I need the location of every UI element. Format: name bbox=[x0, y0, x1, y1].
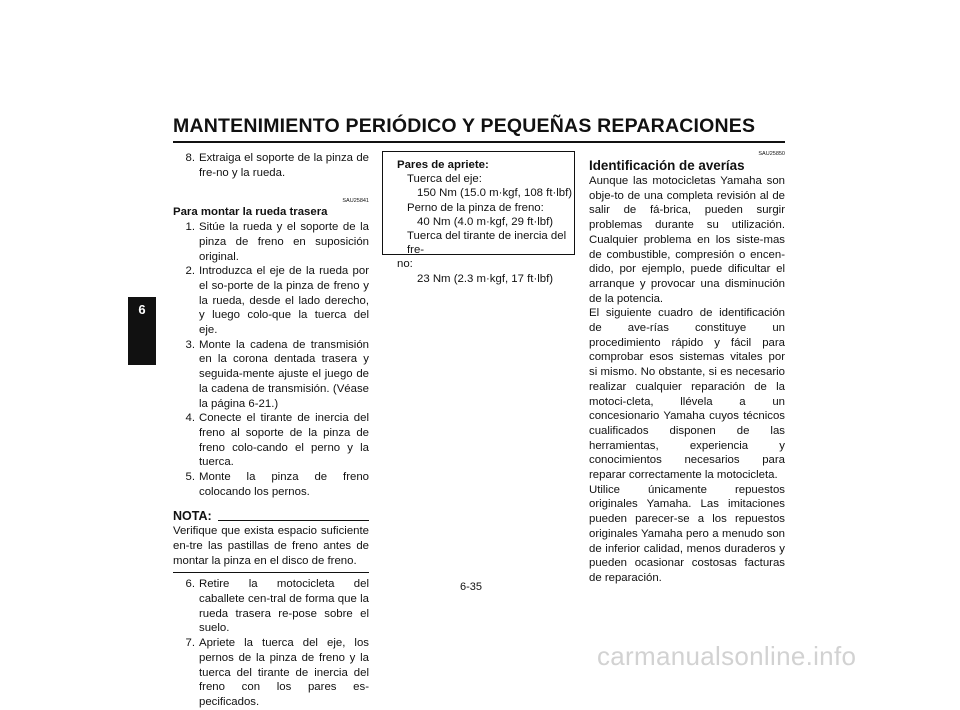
note-label: NOTA: bbox=[173, 509, 212, 524]
note-end-rule bbox=[173, 572, 369, 573]
section-code: SAU25850 bbox=[758, 151, 785, 157]
step-number: 5. bbox=[185, 471, 195, 484]
note-rule bbox=[218, 520, 369, 521]
torque-box bbox=[382, 151, 575, 285]
note-text: Verifique que exista espacio suficiente en-tre las pastillas de freno antes de montar la pinza en el disco de freno. bbox=[173, 525, 369, 567]
paragraph: Utilice únicamente repuestos originales Yamaha. Las imitaciones pueden parecer-se a los repuestos originales Yamaha pero a menudo son de inferior calidad, menos duraderos y pueden ocasionar costosas facturas de reparación. bbox=[589, 483, 785, 584]
torque-value: 150 Nm (15.0 m·kgf, 108 ft·lbf) bbox=[417, 187, 573, 200]
right-column bbox=[589, 151, 785, 586]
step-item bbox=[173, 264, 369, 338]
section-heading: Identificación de averías bbox=[589, 158, 745, 173]
torque-value: 23 Nm (2.3 m·kgf, 17 ft·lbf) bbox=[417, 272, 554, 285]
step-item bbox=[173, 220, 369, 264]
step-item bbox=[173, 338, 369, 412]
step-text: Conecte el tirante de inercia del freno al soporte de la pinza de freno colo-cando el perno y la tuerca. bbox=[199, 412, 369, 469]
watermark: carmanualsonline.info bbox=[597, 641, 857, 671]
torque-label: Tuerca del eje: bbox=[407, 173, 482, 186]
step-text: Monte la pinza de freno colocando los pernos. bbox=[199, 471, 369, 498]
step-text: Retire la motocicleta del caballete cen-tral de forma que la rueda trasera re-pose sobre el suelo. bbox=[199, 578, 369, 635]
note-header bbox=[173, 509, 369, 524]
torque-label-cont: no: bbox=[397, 258, 413, 271]
page-number: 6-35 bbox=[460, 581, 483, 593]
step-text: Introduzca el eje de la rueda por el so-porte de la pinza de freno y la rueda, desde el lado derecho, y luego colo-que la tuerca del eje. bbox=[199, 265, 369, 337]
torque-label: Perno de la pinza de freno: bbox=[407, 201, 544, 214]
torque-label: Tuerca del tirante de inercia del fre- bbox=[407, 230, 567, 257]
step-text: Monte la cadena de transmisión en la corona dentada trasera y seguida-mente ajuste el juego de la cadena de transmisión. (Véase la página 6-21.) bbox=[199, 338, 369, 410]
step-number: 3. bbox=[185, 338, 195, 351]
step-number: 6. bbox=[185, 578, 195, 591]
step-number: 4. bbox=[185, 412, 195, 425]
paragraph: El siguiente cuadro de identificación de ave-rías constituye un procedimiento rápido y fácil para comprobar esos sistemas vitales por si mismo. No obstante, si es necesario realizar cualquier reparación de la motoci-cleta, llévela a un concesionario Yamaha cuyos técnicos cualificados disponen de las herramientas, experiencia y conocimientos necesarios para reparar correctamente la motocicleta. bbox=[589, 307, 785, 482]
step-item bbox=[173, 636, 369, 710]
title-rule bbox=[173, 141, 785, 143]
step-number: 7. bbox=[185, 637, 195, 650]
step-text: Sitúe la rueda y el soporte de la pinza de freno en suposición original. bbox=[199, 221, 369, 263]
step-number: 2. bbox=[185, 265, 195, 278]
chapter-tab: 6 bbox=[128, 297, 156, 365]
paragraph: Aunque las motocicletas Yamaha son obje-to de una completa revisión al de salir de fá-brica, pueden surgir problemas durante su utilización. Cualquier problema en los siste-mas de combustible, compresión o encen-dido, por ejemplo, puede dificultar el arranque y provocar una disminución de la potencia. bbox=[589, 175, 785, 305]
step-text: Apriete la tuerca del eje, los pernos de la pinza de freno y la tuerca del tirante de inercia del freno con los pares es-pecificados. bbox=[199, 637, 369, 708]
step-text: Extraiga el soporte de la pinza de fre-no y la rueda. bbox=[199, 152, 369, 179]
page-title: MANTENIMIENTO PERIÓDICO Y PEQUEÑAS REPARACIONES bbox=[173, 115, 756, 137]
step-number: 8. bbox=[185, 152, 195, 164]
step-item bbox=[173, 470, 369, 499]
torque-box-title: Pares de apriete: bbox=[397, 159, 489, 171]
left-column bbox=[173, 151, 369, 710]
section-heading: Para montar la rueda trasera bbox=[173, 206, 328, 219]
step-number: 1. bbox=[185, 221, 195, 234]
section-code: SAU25841 bbox=[342, 198, 369, 205]
step-item bbox=[173, 577, 369, 636]
step-item bbox=[173, 411, 369, 470]
step-item bbox=[173, 151, 369, 180]
torque-value: 40 Nm (4.0 m·kgf, 29 ft·lbf) bbox=[417, 215, 554, 228]
